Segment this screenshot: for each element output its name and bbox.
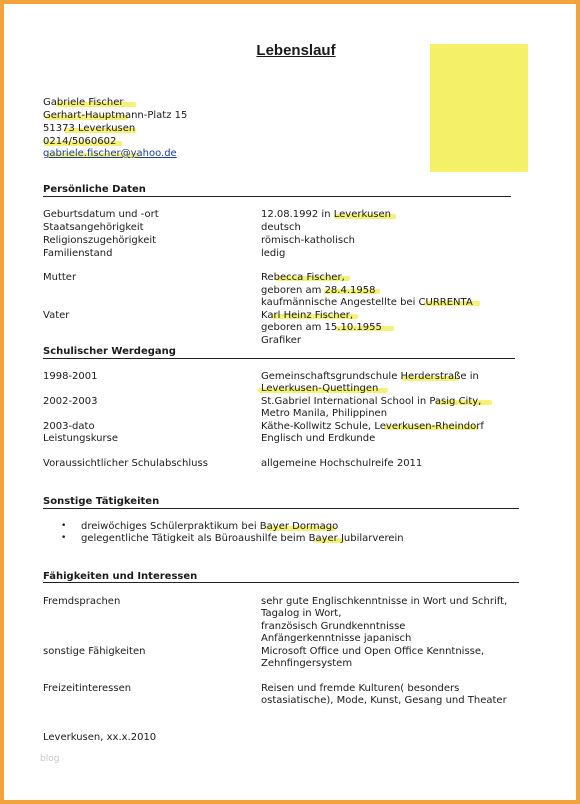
school-period: Leistungskurse: [43, 433, 118, 444]
school-line: Leverkusen-Quettingen: [261, 383, 379, 394]
section-heading-activities: Sonstige Tätigkeiten: [43, 496, 160, 507]
page-title: Lebenslauf: [256, 42, 336, 59]
contact-phone: 0214/5060602: [43, 136, 117, 147]
contact-city: 51373 Leverkusen: [43, 123, 136, 134]
school-line: Englisch und Erdkunde: [261, 433, 376, 444]
personal-label: Familienstand: [43, 248, 113, 259]
school-period: 2002-2003: [43, 396, 98, 407]
activity-item: dreiwöchiges Schülerpraktikum bei Bayer Dormago: [81, 521, 339, 532]
school-period: 2003-dato: [43, 421, 95, 432]
contact-street: Gerhart-Hauptmann-Platz 15: [43, 110, 188, 121]
father-line: Karl Heinz Fischer,: [261, 310, 354, 321]
father-line: Grafiker: [261, 335, 301, 346]
activity-item: gelegentliche Tätigkeit als Büroaushilfe beim Bayer Jubilarverein: [81, 533, 404, 544]
bullet-icon: •: [61, 521, 67, 531]
section-heading-personal: Persönliche Daten: [43, 184, 146, 195]
personal-value: ledig: [261, 248, 286, 259]
father-line: geboren am 15.10.1955: [261, 322, 382, 333]
section-rule: [43, 508, 519, 509]
hobbies-label: Freizeitinteressen: [43, 683, 132, 694]
other-skills-line: Microsoft Office und Open Office Kenntnisse,: [261, 646, 485, 657]
section-heading-school: Schulischer Werdegang: [43, 346, 176, 357]
mother-label: Mutter: [43, 272, 77, 283]
languages-line: sehr gute Englischkenntnisse in Wort und Schrift,: [261, 596, 508, 607]
languages-line: französisch Grundkenntnisse: [261, 621, 406, 632]
section-rule: [43, 582, 519, 583]
school-line: St.Gabriel International School in Pasig City,: [261, 396, 482, 407]
personal-label: Geburtsdatum und -ort: [43, 209, 159, 220]
mother-line: kaufmännische Angestellte bei CURRENTA: [261, 297, 473, 308]
contact-name: Gabriele Fischer: [43, 97, 124, 108]
personal-label: Religionszugehörigkeit: [43, 235, 157, 246]
languages-line: Anfängerkenntnisse japanisch: [261, 633, 412, 644]
other-skills-line: Zehnfingersystem: [261, 658, 353, 669]
photo-placeholder: [430, 44, 528, 172]
section-heading-skills: Fähigkeiten und Interessen: [43, 571, 198, 582]
school-line: Gemeinschaftsgrundschule Herderstraße in: [261, 371, 479, 382]
bullet-icon: •: [61, 533, 67, 543]
father-label: Vater: [43, 310, 70, 321]
personal-value: 12.08.1992 in Leverkusen: [261, 209, 391, 220]
watermark: blog: [40, 754, 60, 764]
other-skills-label: sonstige Fähigkeiten: [43, 646, 146, 657]
school-line: Metro Manila, Philippinen: [261, 408, 388, 419]
section-rule: [43, 196, 511, 197]
school-line: Käthe-Kollwitz Schule, Leverkusen-Rheindorf: [261, 421, 484, 432]
personal-value: deutsch: [261, 222, 301, 233]
expected-degree-value: allgemeine Hochschulreife 2011: [261, 458, 423, 469]
expected-degree-label: Voraussichtlicher Schulabschluss: [43, 458, 208, 469]
mother-line: geboren am 28.4.1958: [261, 285, 376, 296]
hobbies-line: ostasiatische), Mode, Kunst, Gesang und Theater: [261, 695, 507, 706]
section-rule: [43, 358, 515, 359]
personal-label: Staatsangehörigkeit: [43, 222, 144, 233]
hobbies-line: Reisen und fremde Kulturen( besonders: [261, 683, 460, 694]
languages-label: Fremdsprachen: [43, 596, 121, 607]
personal-value: römisch-katholisch: [261, 235, 355, 246]
contact-email-link[interactable]: gabriele.fischer@yahoo.de: [43, 148, 177, 159]
languages-line: Tagalog in Wort,: [261, 608, 342, 619]
place-date: Leverkusen, xx.x.2010: [43, 732, 157, 743]
mother-line: Rebecca Fischer,: [261, 272, 345, 283]
school-period: 1998-2001: [43, 371, 98, 382]
cv-page: [4, 4, 576, 800]
